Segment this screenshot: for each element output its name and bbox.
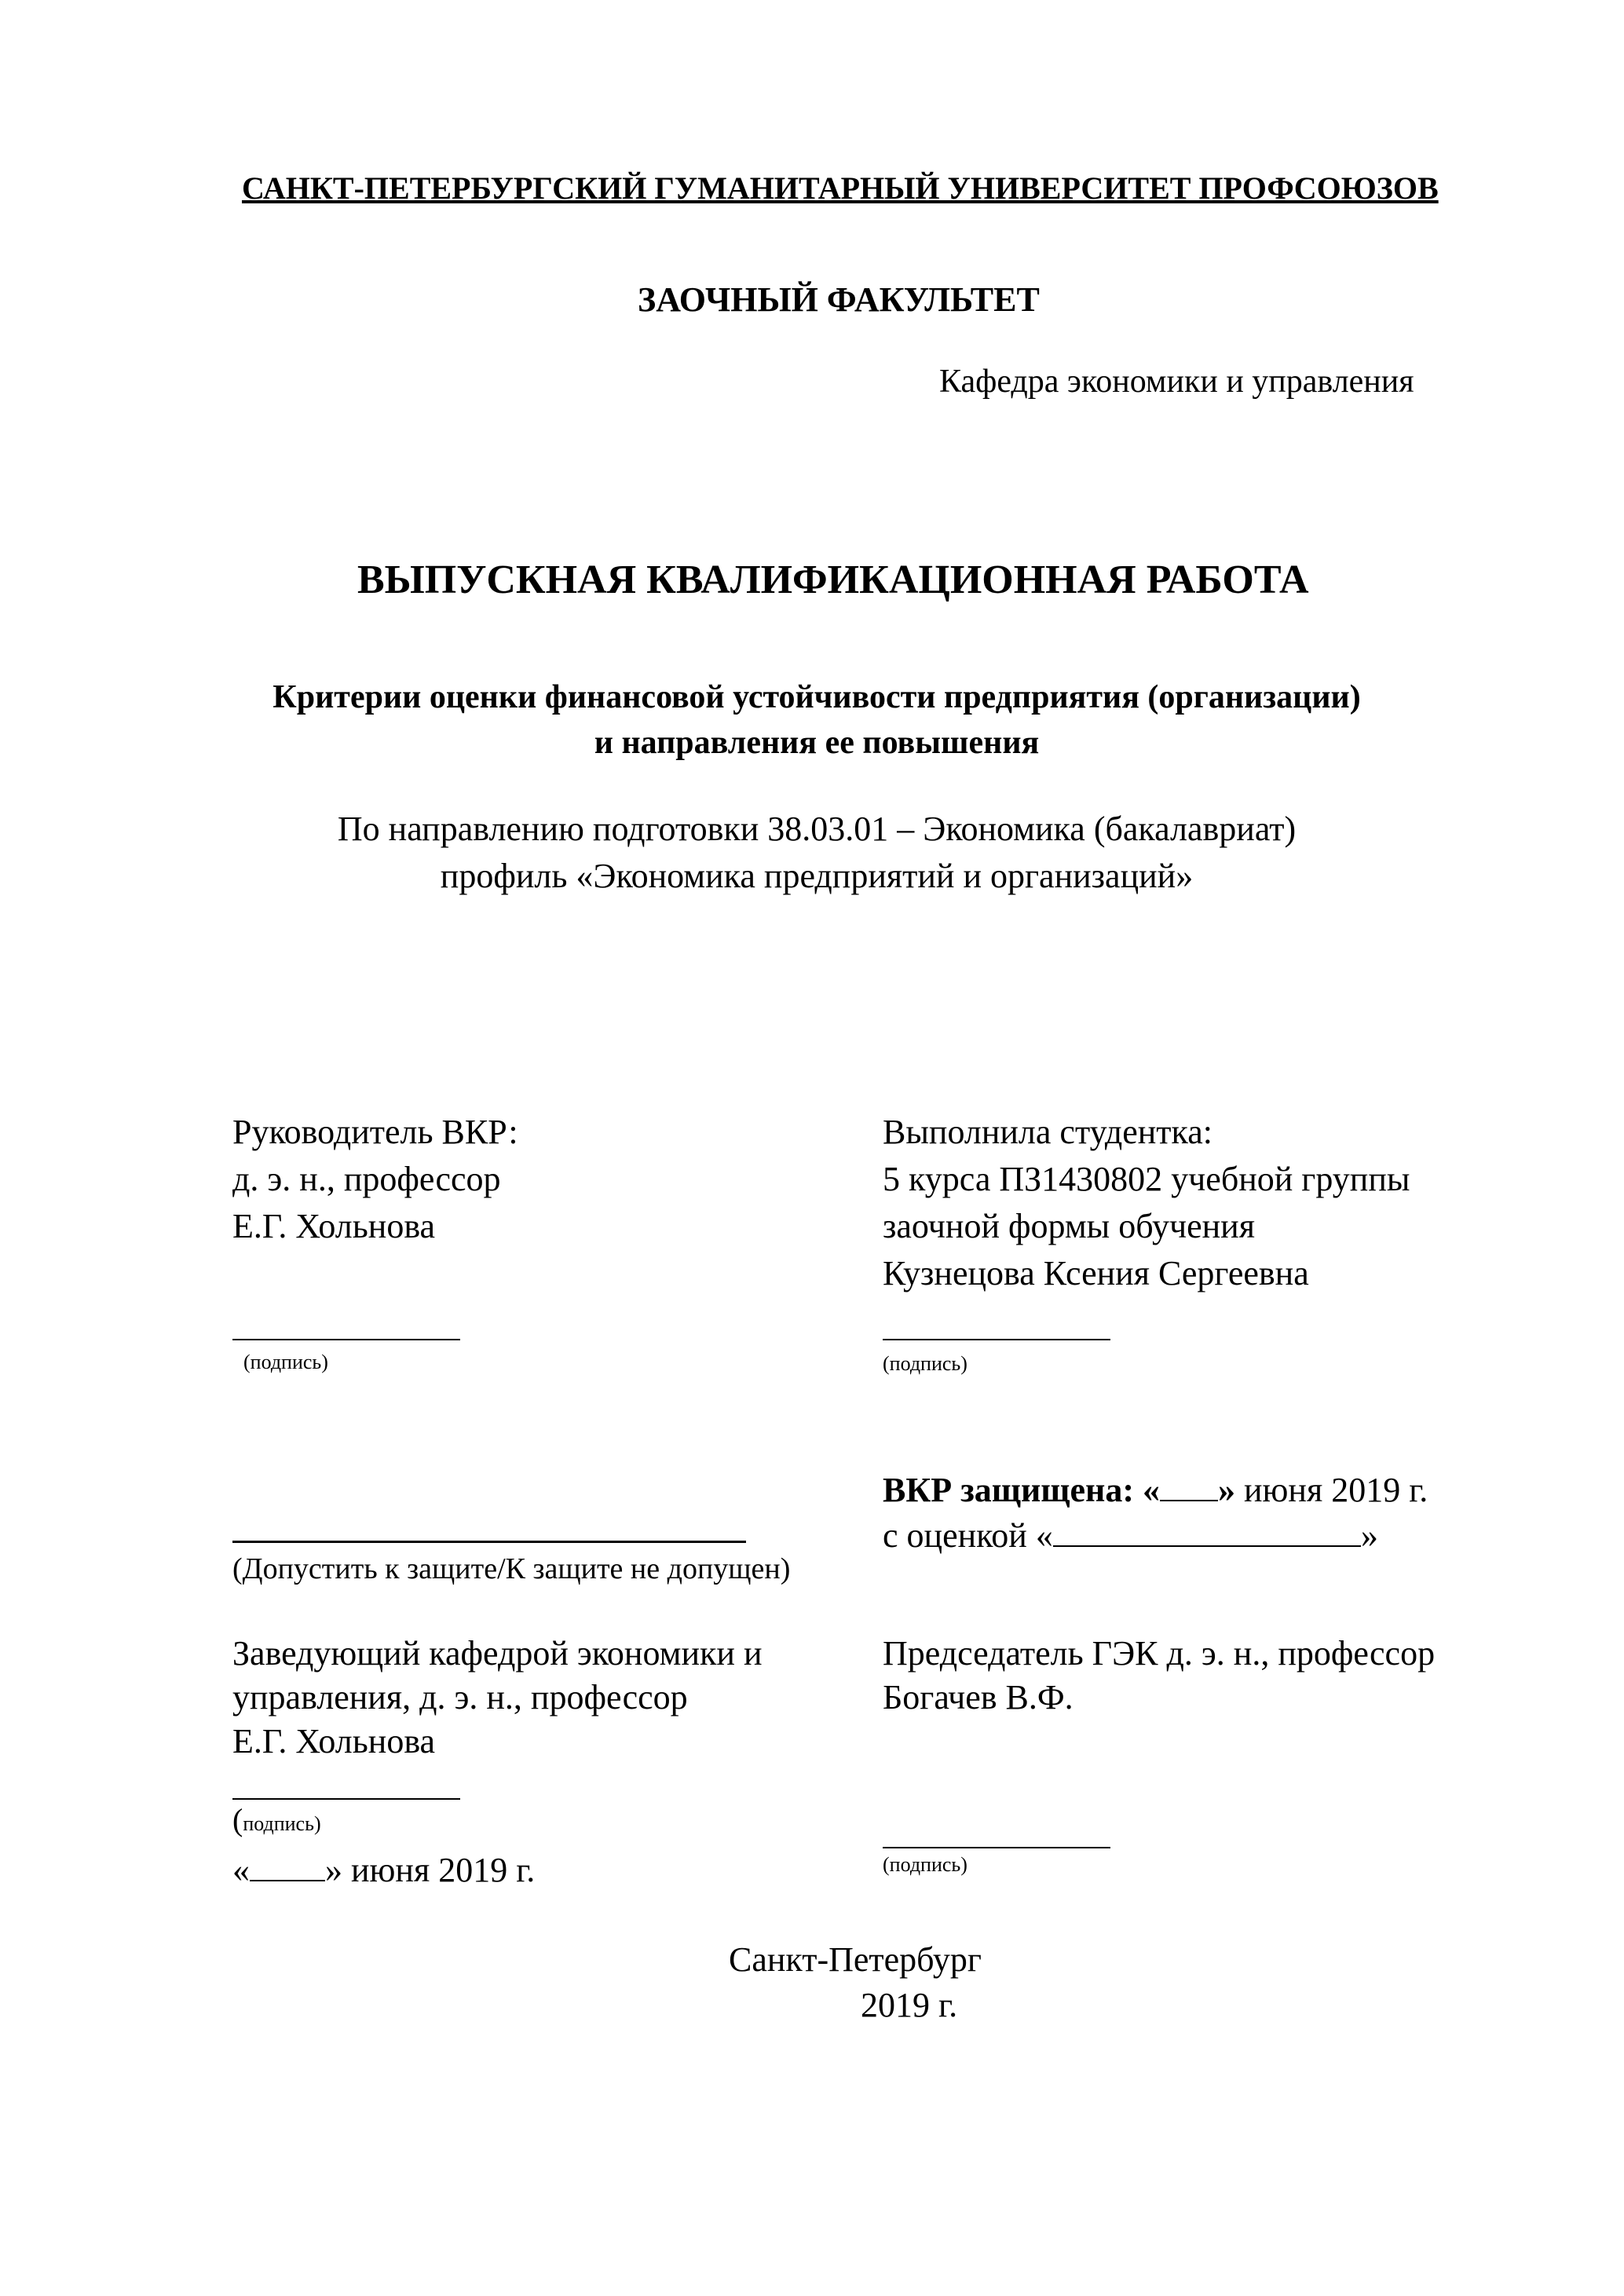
- grade-blank: [1053, 1514, 1361, 1547]
- grade-suffix: »: [1360, 1516, 1378, 1555]
- student-signature-line: [883, 1339, 1110, 1340]
- head-date-blank: [250, 1848, 325, 1881]
- head-date: [232, 1845, 535, 1896]
- student-study-form: заочной формы обучения: [883, 1207, 1255, 1245]
- supervisor-signature-caption: (подпись): [243, 1351, 328, 1373]
- direction-line-2: профиль «Экономика предприятий и организаций»: [440, 857, 1194, 895]
- chairman-title: Председатель ГЭК д. э. н., профессор: [883, 1634, 1436, 1673]
- defense-day-blank: [1160, 1468, 1218, 1501]
- head-of-department-line-2: управления, д. э. н., профессор: [232, 1678, 688, 1717]
- head-of-department-name: Е.Г. Хольнова: [232, 1722, 436, 1760]
- supervisor-degree: д. э. н., профессор: [232, 1160, 501, 1198]
- topic-line-2: и направления ее повышения: [594, 725, 1040, 761]
- supervisor-name: Е.Г. Хольнова: [232, 1207, 436, 1245]
- footer-year: 2019 г.: [861, 1986, 958, 2024]
- footer-city: Санкт-Петербург: [729, 1940, 982, 1979]
- head-date-open: «: [232, 1851, 250, 1889]
- defense-label: ВКР защищена: «: [883, 1471, 1160, 1509]
- head-of-department-line-1: Заведующий кафедрой экономики и: [232, 1634, 763, 1673]
- document-title: ВЫПУСКНАЯ КВАЛИФИКАЦИОННАЯ РАБОТА: [357, 558, 1309, 602]
- student-signature-caption: (подпись): [883, 1352, 967, 1375]
- head-date-rest: » июня 2019 г.: [325, 1851, 536, 1889]
- defense-date: [883, 1465, 1428, 1515]
- admission-line: [232, 1541, 746, 1543]
- department-name: Кафедра экономики и управления: [939, 364, 1414, 400]
- supervisor-label: Руководитель ВКР:: [232, 1113, 518, 1151]
- defense-month-year: июня 2019 г.: [1235, 1471, 1428, 1509]
- head-signature-caption: [232, 1801, 321, 1838]
- student-group: 5 курса ПЗ1430802 учебной группы: [883, 1160, 1410, 1198]
- direction-line-1: По направлению подготовки 38.03.01 – Экономика (бакалавриат): [337, 810, 1297, 848]
- head-signature-text: подпись): [243, 1812, 321, 1835]
- topic-line-1: Критерии оценки финансовой устойчивости предприятия (организации): [272, 679, 1361, 715]
- defense-grade: [883, 1511, 1378, 1561]
- student-label: Выполнила студентка:: [883, 1113, 1213, 1151]
- university-name: САНКТ-ПЕТЕРБУРГСКИЙ ГУМАНИТАРНЫЙ УНИВЕРСИТЕТ ПРОФСОЮЗОВ: [242, 170, 1439, 206]
- student-name: Кузнецова Ксения Сергеевна: [883, 1254, 1309, 1292]
- supervisor-signature-line: [232, 1339, 460, 1340]
- chairman-signature-line: [883, 1847, 1110, 1848]
- faculty-name: ЗАОЧНЫЙ ФАКУЛЬТЕТ: [638, 280, 1040, 319]
- head-signature-open: (: [232, 1802, 243, 1837]
- admission-caption: (Допустить к защите/К защите не допущен): [232, 1552, 791, 1585]
- chairman-name: Богачев В.Ф.: [883, 1678, 1074, 1717]
- defense-close-quote: »: [1218, 1471, 1235, 1509]
- head-signature-line: [232, 1798, 460, 1800]
- grade-prefix: с оценкой «: [883, 1516, 1053, 1555]
- chairman-signature-caption: (подпись): [883, 1853, 967, 1876]
